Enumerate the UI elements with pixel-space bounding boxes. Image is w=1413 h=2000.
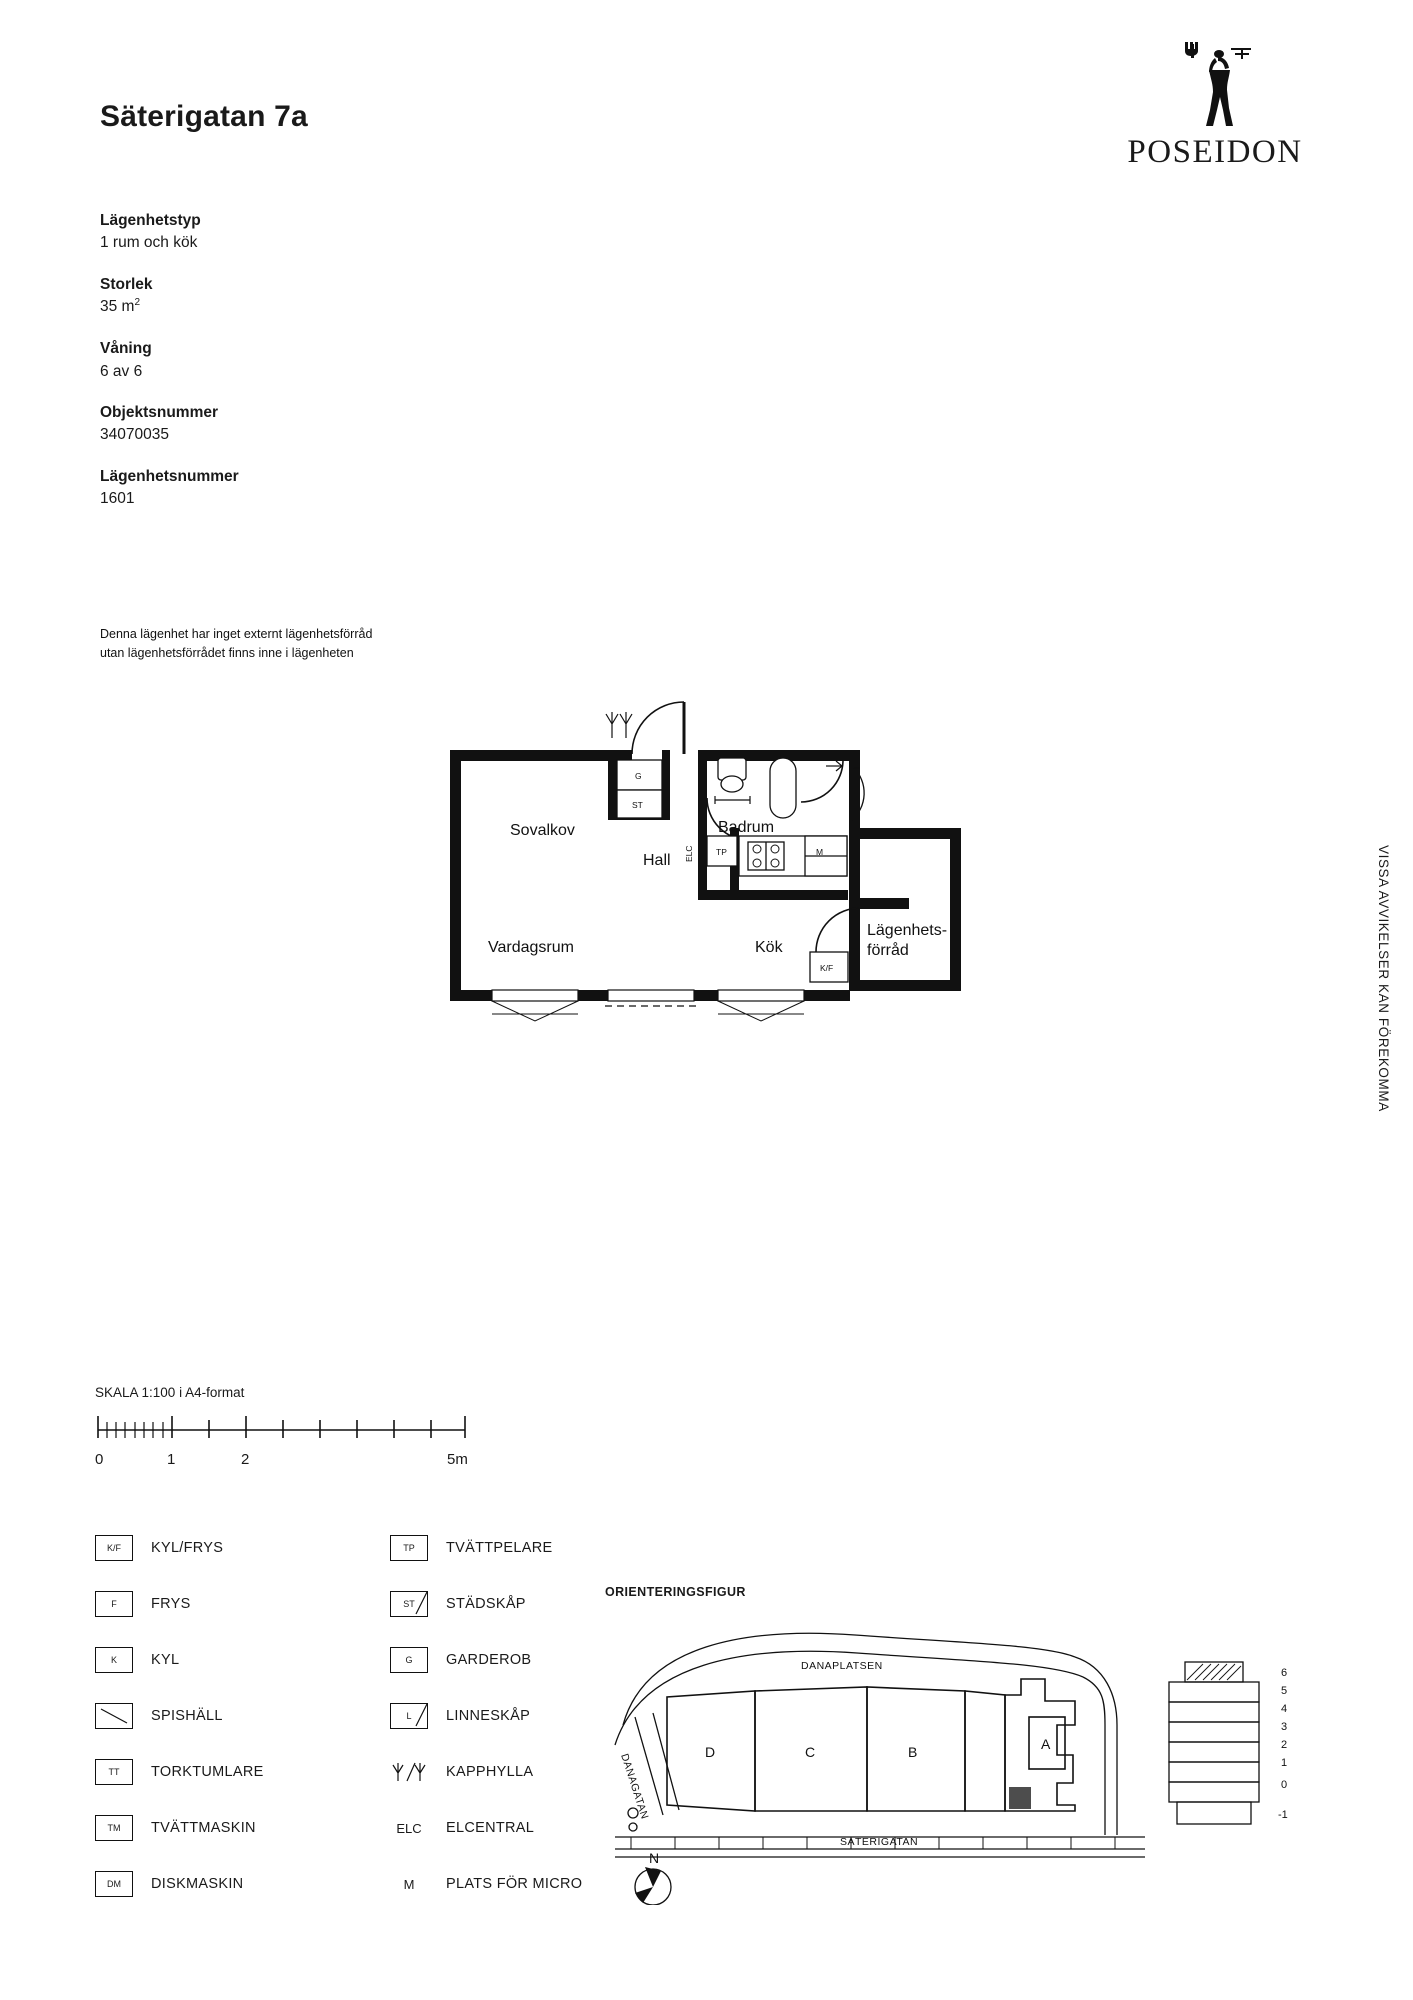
tvattmaskin-icon: TM (95, 1815, 133, 1841)
scale-tick-0: 0 (95, 1451, 104, 1468)
fact-label: Storlek (100, 275, 153, 293)
fact-value: 1 rum och kök (100, 234, 198, 252)
map-block-d: D (705, 1744, 716, 1760)
legend-column-right (390, 1520, 582, 1912)
elcentral-icon: ELC (390, 1815, 428, 1841)
section-level-2: 2 (1281, 1739, 1288, 1751)
plan-label-hall: Hall (643, 852, 671, 869)
legend-item (390, 1744, 582, 1800)
plan-symbol-g: G (635, 771, 642, 781)
legend-label: SPISHÄLL (151, 1708, 223, 1724)
scale-title: SKALA 1:100 i A4-format (95, 1385, 245, 1400)
plan-label-forrad-2: förråd (867, 942, 909, 959)
kyl-icon: K (95, 1647, 133, 1673)
fact-value: 6 av 6 (100, 362, 143, 380)
apartment-facts (100, 210, 430, 530)
map-street-saterigatan: SÄTERIGATAN (840, 1836, 919, 1848)
map-street-danaplatsen: DANAPLATSEN (801, 1660, 883, 1672)
linneskap-code: L (406, 1711, 412, 1721)
spishall-icon (95, 1703, 133, 1729)
scale-bar (95, 1385, 495, 1471)
floorplan (430, 680, 1110, 1080)
map-street-danagatan: DANAGATAN (618, 1752, 651, 1821)
disclaimer-side-note: VISSA AVVIKELSER KAN FÖREKOMMA (1376, 845, 1391, 1112)
legend-label: PLATS FÖR MICRO (446, 1876, 583, 1892)
legend-item (390, 1576, 582, 1632)
fact-value-sup: 2 (134, 297, 141, 309)
fact-value: 34070035 (100, 426, 169, 444)
fact-object-number (100, 402, 430, 447)
legend-label: KYL (151, 1652, 180, 1668)
fact-label: Lägenhetstyp (100, 212, 201, 229)
plan-symbol-elc: ELC (684, 845, 694, 862)
plan-label-badrum: Badrum (718, 819, 775, 836)
legend-item (390, 1632, 582, 1688)
plan-label-kok: Kök (755, 939, 783, 956)
fact-value (100, 296, 430, 319)
orientation-title: ORIENTERINGSFIGUR (605, 1585, 746, 1599)
fact-apartment-type (100, 210, 430, 255)
brand-wordmark: POSEIDON (1127, 134, 1303, 170)
legend-label: TVÄTTPELARE (446, 1540, 553, 1556)
scale-tick-5m: 5m (447, 1451, 468, 1468)
legend-item (390, 1856, 582, 1912)
scale-tick-1: 1 (167, 1451, 176, 1468)
legend-item (390, 1800, 582, 1856)
section-level-5: 5 (1281, 1685, 1288, 1697)
section-level-3: 3 (1281, 1721, 1288, 1733)
torktumlare-icon: TT (95, 1759, 133, 1785)
legend-label: STÄDSKÅP (446, 1596, 526, 1612)
compass-north-label: N (649, 1850, 660, 1866)
micro-icon: M (390, 1871, 428, 1897)
legend-column-left (95, 1520, 264, 1912)
scale-tick-labels (95, 1451, 495, 1471)
kyl-frys-icon: K/F (95, 1535, 133, 1561)
diskmaskin-icon: DM (95, 1871, 133, 1897)
map-block-b: B (908, 1744, 918, 1760)
legend-item (95, 1520, 264, 1576)
fact-value: 1601 (100, 490, 135, 508)
stadskap-icon (390, 1591, 428, 1617)
legend-label: LINNESKÅP (446, 1708, 531, 1724)
plan-label-sovalkov: Sovalkov (510, 822, 575, 839)
garderob-icon: G (390, 1647, 428, 1673)
fact-floor (100, 338, 430, 383)
fact-label: Våning (100, 340, 152, 358)
stadskap-code: ST (403, 1599, 415, 1609)
plan-symbol-tp: TP (716, 847, 727, 857)
plan-label-forrad-1: Lägenhets- (867, 922, 948, 939)
fact-value-text: 35 m (100, 298, 135, 316)
legend-label: KYL/FRYS (151, 1540, 224, 1556)
kapphylla-icon (390, 1759, 428, 1785)
building-section-figure (1155, 1650, 1355, 1900)
fact-label: Objektsnummer (100, 403, 219, 421)
legend-label: GARDEROB (446, 1652, 532, 1668)
legend-label: DISKMASKIN (151, 1876, 244, 1892)
legend-label: FRYS (151, 1596, 191, 1612)
scale-ruler (95, 1408, 475, 1442)
fact-label: Lägenhetsnummer (100, 467, 239, 485)
plan-symbol-m: M (816, 847, 824, 857)
legend-item (95, 1800, 264, 1856)
plan-label-vardagsrum: Vardagsrum (488, 939, 574, 956)
section-level-1: 1 (1281, 1757, 1288, 1769)
legend-label: TVÄTTMASKIN (151, 1820, 256, 1836)
fact-apartment-number (100, 466, 430, 511)
storage-note: Denna lägenhet har inget externt lägenhetsförråd utan lägenhetsförrådet finns inne i lägenheten (100, 627, 373, 660)
legend-label: ELCENTRAL (446, 1820, 535, 1836)
page-title: Säterigatan 7a (100, 100, 308, 133)
poseidon-figure-icon (1125, 40, 1305, 132)
map-block-c: C (805, 1744, 816, 1760)
legend-item (95, 1744, 264, 1800)
orientation-figure (605, 1585, 1165, 1915)
fact-size (100, 274, 430, 319)
legend-item (95, 1688, 264, 1744)
linneskap-icon (390, 1703, 428, 1729)
section-level-0: 0 (1281, 1779, 1288, 1791)
map-block-a: A (1041, 1736, 1051, 1752)
tvattpelare-icon: TP (390, 1535, 428, 1561)
legend-label: TORKTUMLARE (151, 1764, 264, 1780)
section-level-4: 4 (1281, 1703, 1288, 1715)
frys-icon: F (95, 1591, 133, 1617)
legend-item (390, 1520, 582, 1576)
plan-symbol-kf: K/F (820, 963, 834, 973)
legend-item (95, 1576, 264, 1632)
scale-tick-2: 2 (241, 1451, 250, 1468)
legend-label: KAPPHYLLA (446, 1764, 534, 1780)
legend-item (390, 1688, 582, 1744)
compass-rose (635, 1867, 671, 1905)
section-level-6: 6 (1281, 1667, 1288, 1679)
legend-item (95, 1632, 264, 1688)
legend-item (95, 1856, 264, 1912)
brand-logo (1125, 40, 1305, 171)
section-level-m1: -1 (1278, 1809, 1288, 1821)
plan-symbol-st: ST (632, 800, 643, 810)
